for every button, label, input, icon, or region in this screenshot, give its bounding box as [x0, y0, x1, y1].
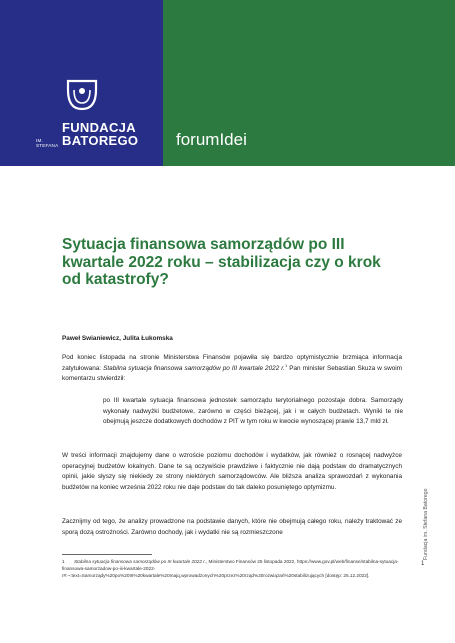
footnote-ref[interactable]: 1: [284, 362, 288, 368]
authors: Paweł Swianiewicz, Julita Łukomska: [62, 335, 173, 342]
document-title: Sytuacja finansowa samorządów po III kwartale 2022 roku – stabilizacja czy o krok od katastrofy?: [62, 236, 381, 288]
brand-name-line1: FUNDACJA: [62, 120, 136, 135]
body-paragraph-3: Zacznijmy od tego, że analizy prowadzone na podstawie danych, które nie obejmują całego roku, należy traktować ze sporą dozą ostrożności. Zarówno dochody, jak i wydatki nie są rozmieszczone: [62, 518, 402, 536]
intro-paragraph: Pod koniec listopada na stronie Ministerstwa Finansów pojawiła się bardzo optymistycznie brzmiąca informacja zatytułowana: Stabilna sytuacja finansowa samorządów po III kwartale 2022 r.$^1$ Pan minister Sebastian Skuza w swoim komentarzu stwierdził:: [62, 354, 402, 383]
body-paragraph-2: W treści informacji znajdujemy dane o wzroście poziomu dochodów i wydatków, jak również o rosnącej nadwyżce operacyjnej budżetów lokalnych. Dane te są oczywiście prawdziwe i faktycznie nie dają podstaw do dramatycznych opinii, jakie słyszy się niekiedy ze strony niektórych samorządowców. Ale bliższa analiza sprawozdań z wykonania budżetów na koniec września 2022 roku nie daje podstaw do tak daleko posuniętego optymizmu.: [62, 452, 402, 491]
foundation-logo-icon: [66, 78, 98, 112]
brand-prefix: IM. STEFANA: [36, 138, 59, 148]
footnote-divider: [62, 554, 152, 555]
brand-name-line2: BATOREGO: [62, 133, 139, 148]
page-number: 1: [421, 561, 425, 567]
quote-paragraph: po III kwartale sytuacja finansowa jednostek samorządu terytorialnego pozostaje dobra. Samorządy wykonały nadwyżki budżetowe, zarówno w części bieżącej, jak i w całych budżetach. Wyniki te nie obejmują jeszcze dodatkowych dochodów z PIT w tym roku w kwocie wynoszącej prawie 13,7 mld zł.: [103, 397, 403, 426]
series-name: forumIdei: [176, 130, 247, 149]
footnote: 1 Stabilna sytuacja finansowa samorządów po III kwartale 2022 r., Ministerstwo Finansów 25 listopada 2022, https://www.gov.pl/web/finanse/stabilna-sytuacja-finansowa-samorzadow-po-iii-kwartale-2022-r#:~:text=Samorządy%20po%20III%20kwartale%20majq,wprowadzonych%20przez%20rząd%20rozwiązań%20stabilizujących [dostęp: 25.12.2022].: [62, 559, 399, 578]
side-text: Fundacja im. Stefana Batorego: [423, 488, 429, 560]
